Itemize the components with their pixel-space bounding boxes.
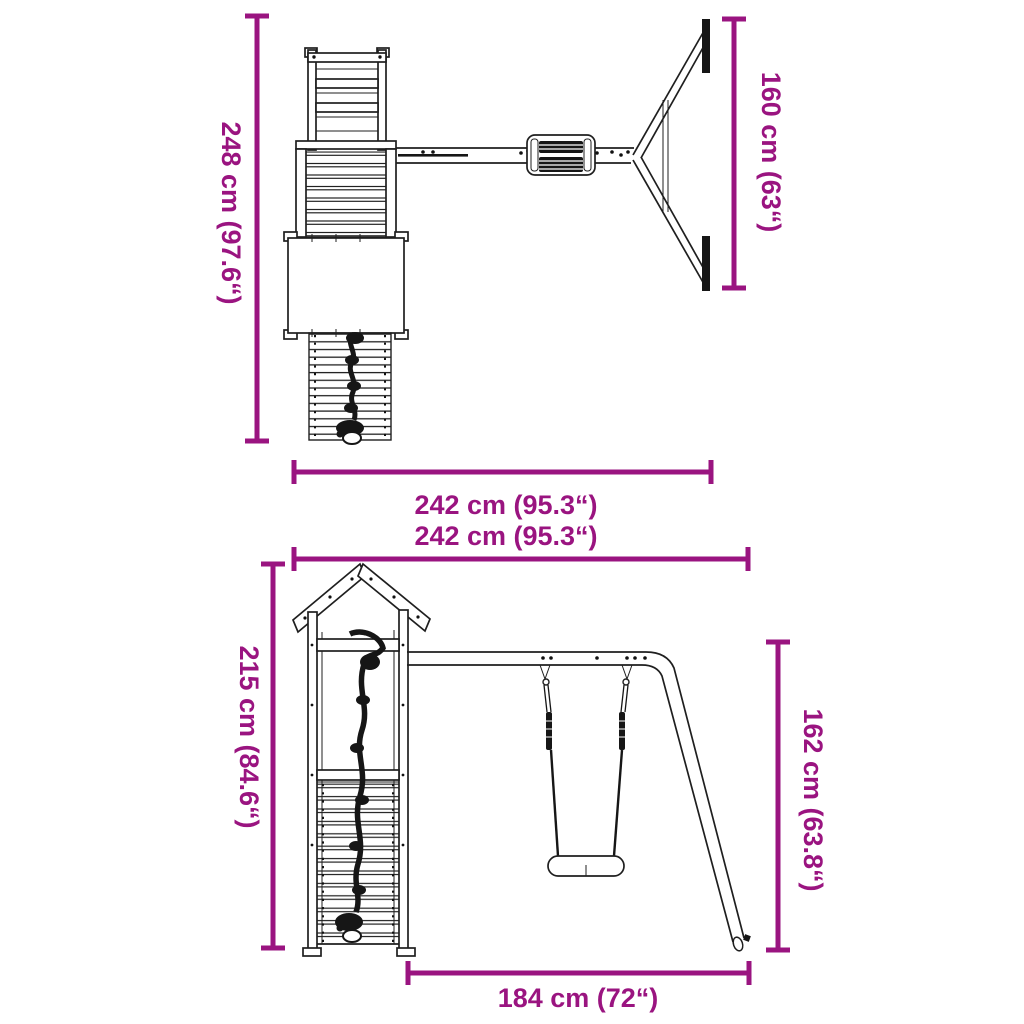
dimension-label-overall-depth: 248 cm (97.6“) (216, 121, 246, 305)
swing-beam-side-view (407, 652, 751, 952)
tower-frame-top-view (296, 141, 396, 237)
roof-top-view (284, 232, 408, 339)
swing-seat-top-view (527, 135, 595, 175)
dimension-label-side-overall-width: 242 cm (95.3“) (414, 521, 598, 551)
swing-seat-side-view (548, 856, 624, 876)
dimension-label-aframe-spread: 160 cm (63“) (756, 71, 786, 233)
dimension-top-overall-width (294, 460, 711, 520)
side-view-drawing (293, 564, 751, 956)
dimension-side-overall-width (294, 521, 748, 571)
dimension-tower-height (234, 564, 285, 948)
swing-side-view (540, 665, 632, 876)
swing-beam-top-view (396, 148, 634, 163)
dimension-swing-section-width (408, 961, 749, 1013)
dimension-label-swing-frame-height: 162 cm (63.8“) (798, 708, 828, 892)
dimension-aframe-spread (722, 19, 786, 288)
dimension-swing-frame-height (766, 642, 828, 950)
ladder-top-view (305, 48, 389, 150)
top-view-drawing (284, 19, 710, 444)
dimension-label-top-overall-width: 242 cm (95.3“) (414, 490, 598, 520)
aframe-top-view (633, 19, 710, 291)
dimension-label-tower-height: 215 cm (84.6“) (234, 645, 264, 829)
dimension-label-swing-section-width: 184 cm (72“) (497, 983, 659, 1013)
dimension-overall-depth (216, 16, 269, 441)
